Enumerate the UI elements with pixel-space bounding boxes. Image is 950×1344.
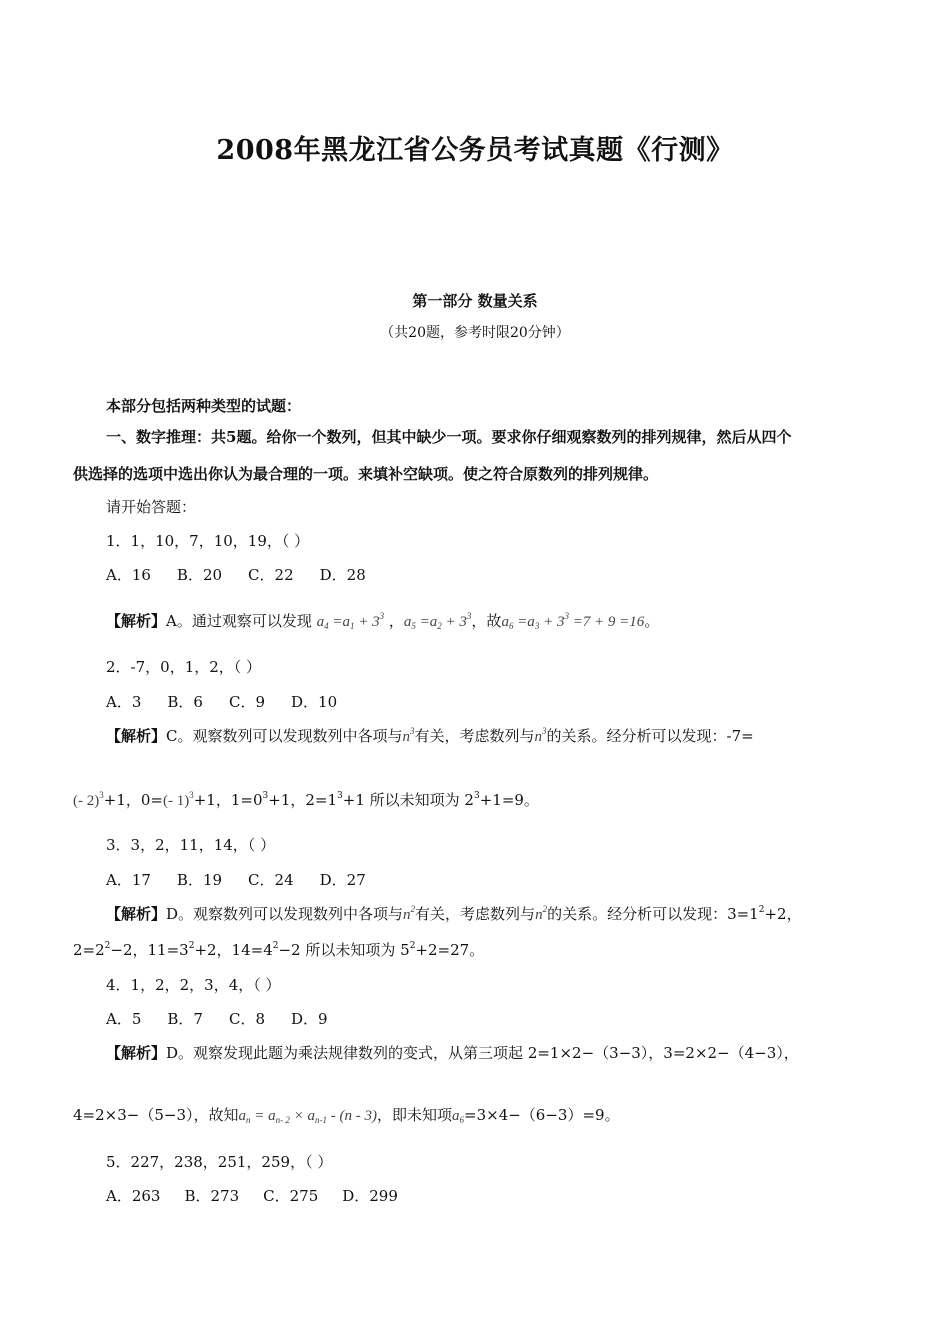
question-1-analysis: 【解析】A。通过观察可以发现 $a_4 =a_1 + 3^3$ ，$a_5 =a_2 + 3^3$，故$a_6 =a_3 + 3^3 =7 + 9 =16$。 (106, 611, 660, 631)
analysis-tag: 【解析】 (106, 612, 167, 630)
question-4-analysis (106, 1042, 799, 1063)
analysis-tag: 【解析】 (106, 1044, 167, 1062)
analysis-text: +2，14=4 (194, 941, 273, 959)
formula: $n^3$ (534, 726, 547, 745)
intro-line-1: 本部分包括两种类型的试题： (106, 397, 302, 415)
formula: $n^2$ (535, 904, 548, 923)
analysis-text: 。 (644, 612, 660, 630)
option-a: A．16 (106, 566, 151, 584)
option-b: B．20 (176, 566, 223, 584)
option-c: C．9 (228, 693, 265, 711)
formula: (- 1)$^3$ (162, 790, 194, 809)
question-3-stem: 3．3，2，11，14，（ ） (106, 836, 276, 854)
analysis-text: C。观察数列可以发现数列中各项与 (166, 727, 403, 745)
option-d: D．9 (291, 1010, 328, 1028)
option-c: C．22 (248, 566, 294, 584)
option-a: A．17 (106, 871, 151, 889)
option-d: D．299 (342, 1187, 398, 1205)
option-c: C．8 (228, 1010, 265, 1028)
option-a: A．3 (106, 693, 142, 711)
question-2-stem: 2．-7，0，1，2，（ ） (106, 658, 262, 676)
analysis-text: 4=2×3−（5−3），故知 (73, 1106, 239, 1124)
analysis-text: D。观察发现此题为乘法规律数列的变式，从第三项起 2=1×2−（3−3），3=2×2−（4−3）， (166, 1044, 799, 1062)
option-b: B．19 (176, 871, 223, 889)
analysis-text: A。通过观察可以发现 (166, 612, 312, 630)
formula: $a_4 =a_1 + 3^3$ (316, 611, 385, 631)
option-d: D．27 (319, 871, 366, 889)
analysis-text: 2=2 (73, 941, 105, 959)
analysis-text: −2，11=3 (110, 941, 189, 959)
option-b: B．273 (184, 1187, 240, 1205)
section-subtitle: （共20题，参考时限20分钟） (380, 325, 570, 341)
analysis-text: +1，1=0 (193, 791, 263, 809)
option-d: D．28 (319, 566, 366, 584)
formula: $n^2$ (403, 904, 416, 923)
question-1-stem: 1．1，10，7，10，19，（ ） (106, 532, 310, 550)
option-b: B．6 (167, 693, 203, 711)
analysis-text: +1 所以未知项为 2 (342, 791, 474, 809)
question-2-analysis-cont: (- 2)$^3$+1，0=(- 1)$^3$+1，$1=0^3+1$，$2=1^3+1$ 所以未知项为 $2^3+1=9$。 (73, 790, 539, 809)
question-3-options (106, 869, 392, 890)
analysis-text: D。观察数列可以发现数列中各项与 (166, 905, 404, 923)
option-a: A．5 (106, 1010, 142, 1028)
question-5-stem: 5．227，238，251，259，（ ） (106, 1153, 333, 1171)
option-c: C．275 (263, 1187, 319, 1205)
analysis-text: +2， (764, 905, 802, 923)
analysis-text: 的关系。经分析可以发现：-7= (546, 727, 754, 745)
intro-line-2: 一、数字推理：共5题。给你一个数列，但其中缺少一项。要求你仔细观察数列的排列规律，然后从四个 (106, 428, 792, 446)
analysis-text: ，即未知项 (377, 1106, 453, 1124)
analysis-text: 有关，考虑数列与 (414, 727, 535, 745)
formula: $a_6 =a_3 + 3^3 =7 + 9 =16$ (501, 611, 645, 631)
question-1-options (106, 564, 392, 585)
question-2-analysis (106, 725, 754, 746)
option-a: A．263 (106, 1187, 161, 1205)
section-heading: 第一部分 数量关系 (412, 292, 538, 310)
analysis-tag: 【解析】 (106, 905, 167, 923)
analysis-text: 的关系。经分析可以发现：3=1 (547, 905, 759, 923)
analysis-text: ，故 (471, 612, 502, 630)
question-3-analysis: 【解析】D。观察数列可以发现数列中各项与$n^2$有关，考虑数列与$n^2$的关系。经分析可以发现：$3=1^2+2$， (106, 904, 802, 923)
question-5-options (106, 1185, 424, 1206)
analysis-text: +1，2=1 (268, 791, 338, 809)
formula: (- 2)$^3$ (73, 790, 104, 809)
question-2-options (106, 691, 363, 712)
question-3-analysis-cont: $2=2^2-2$，$11=3^2+2$，$14=4^2-2$ 所以未知项为 $5^2+2=27$。 (73, 941, 485, 959)
document-title: 2008年黑龙江省公务员考试真题《行测》 (216, 135, 734, 166)
start-prompt: 请开始答题： (106, 498, 197, 516)
option-d: D．10 (291, 693, 338, 711)
formula: $a_6$ (452, 1108, 465, 1125)
formula: $n^3$ (402, 726, 415, 745)
option-c: C．24 (248, 871, 294, 889)
analysis-text: +1，0= (103, 791, 163, 809)
analysis-text: +1=9。 (479, 791, 539, 809)
option-b: B．7 (167, 1010, 203, 1028)
analysis-text: =3×4−（6−3）=9。 (464, 1106, 620, 1124)
intro-line-3: 供选择的选项中选出你认为最合理的一项。来填补空缺项。使之符合原数列的排列规律。 (73, 465, 659, 483)
analysis-text: 有关，考虑数列与 (415, 905, 536, 923)
question-4-stem: 4．1，2，2，3，4，（ ） (106, 976, 281, 994)
analysis-text: −2 所以未知项为 5 (278, 941, 410, 959)
analysis-text: +2=27。 (415, 941, 485, 959)
formula: $a_n = a_{n- 2} \times a_{n-1} - (n - 3)$ (238, 1108, 377, 1125)
question-4-options (106, 1008, 354, 1029)
question-4-analysis-cont (73, 1104, 620, 1125)
analysis-tag: 【解析】 (106, 727, 167, 745)
formula: $a_5 =a_2 + 3^3$ (403, 611, 472, 631)
